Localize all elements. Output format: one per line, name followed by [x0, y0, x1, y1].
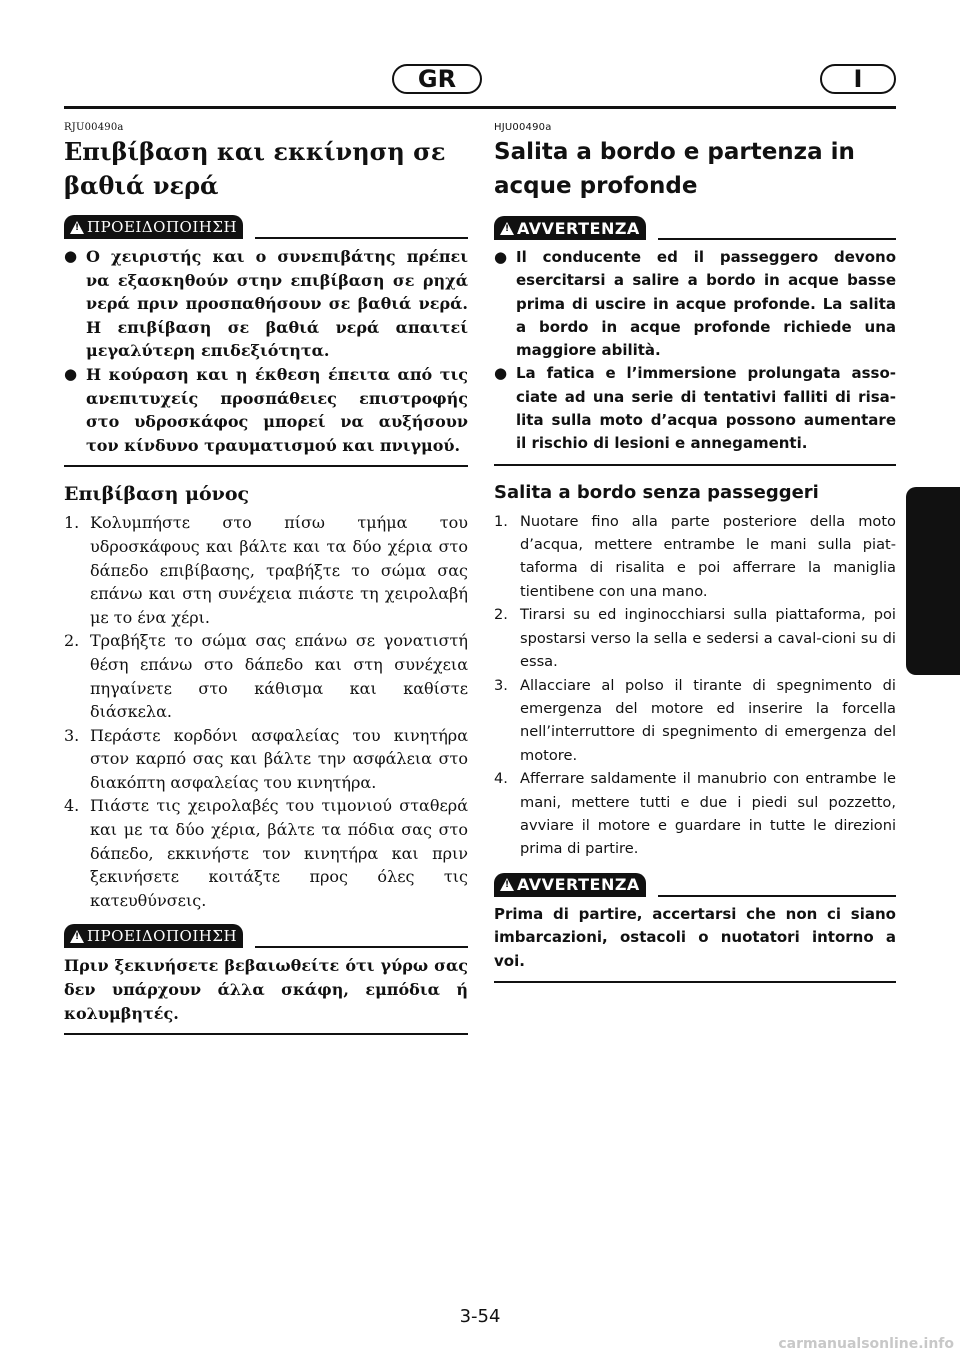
warning-label: ΠΡΟΕΙΔΟΠΟΙΗΣΗ: [87, 218, 238, 236]
step-item: [64, 724, 468, 795]
step-text: Afferrare saldamente il manubrio con entrambe le mani, mettere tutti e due i piedi sul pozzetto, avviare il motore e guardare in tutte le direzioni prima di partire.: [520, 770, 896, 858]
section-thumb-tab: [906, 487, 960, 675]
step-item: [64, 511, 468, 629]
warning-label: ΠΡΟΕΙΔΟΠΟΙΗΣΗ: [87, 927, 238, 946]
header-rule: [64, 106, 896, 109]
step-item: [64, 794, 468, 912]
warning-badge: [494, 216, 646, 240]
warning-header-rule: [658, 238, 896, 240]
warning-end-rule: [64, 1033, 468, 1035]
step-item: [494, 603, 896, 673]
section-code: RJU00490a: [64, 122, 124, 133]
step-text: Tirarsi su ed inginocchiarsi sulla piattaforma, poi spostarsi verso la sella e sedersi a caval-cioni su di essa.: [520, 606, 896, 671]
warning-text: Πριν ξεκινήσετε βεβαιωθείτε ότι γύρω σας δεν υπάρχουν άλλα σκάφη, εμπόδια ή κολυμβητές.: [64, 956, 468, 1023]
warning-end-rule: [64, 465, 468, 467]
step-text: Τραβήξτε το σώμα σας επάνω σε γονατιστή θέση επάνω στο δάπεδο και στη συνέχεια πηγαίνετε στο κάθισμα και καθίστε διάσκελα.: [90, 631, 468, 722]
step-number: 4.: [64, 796, 80, 816]
step-text: Περάστε κορδόνι ασφαλείας του κινητήρα στον καρπό σας και βάλτε την ασφάλεια στο διακόπτη ασφαλείας του κινητήρα.: [90, 725, 468, 792]
step-text: Allacciare al polso il tirante di spegnimento di emergenza del motore ed inserire la forcella nell’interruttore di spegnimento di emergenza del motore.: [520, 676, 896, 764]
warning-label: AVVERTENZA: [517, 875, 640, 895]
subheading: Salita a bordo senza passeggeri: [494, 481, 819, 503]
step-text: Nuotare fino alla parte posteriore della moto d’acqua, mettere entrambe le mani sulla piat-taforma di risalita e poi afferrare la maniglia tientibene con una mano.: [520, 512, 896, 600]
section-title: Salita a bordo e partenza in acque profonde: [494, 139, 855, 199]
warning-item: ● La fatica e l’immersione prolungata asso-ciate ad una serie di tentativi falliti di risa-lita sulla moto d’acqua possono aumentare il rischio di lesioni e annegamenti.: [494, 362, 896, 455]
greek-column: [64, 122, 468, 1035]
step-number: 1.: [494, 512, 508, 530]
step-number: 3.: [494, 676, 508, 694]
watermark: carmanualsonline.info: [778, 1336, 954, 1352]
warning-header: [494, 212, 896, 240]
warning-label: AVVERTENZA: [517, 218, 640, 238]
step-number: 4.: [494, 770, 508, 788]
step-item: [494, 510, 896, 604]
warning-header-rule: [255, 946, 468, 948]
warning-item: ● Η κούραση και η έκθεση έπειτα από τις ανεπιτυχείς προσπάθειες επιστροφής στο υδροσκάφος μπορεί να αυξήσουν τον κίνδυνο τραυματισμού και πνιγμού.: [64, 363, 468, 457]
warning-header-rule: [658, 895, 896, 897]
warning-header: [494, 869, 896, 897]
step-list: [494, 510, 896, 861]
step-number: 1.: [64, 513, 80, 533]
page-number: 3-54: [459, 1306, 501, 1327]
italian-column: [494, 122, 896, 983]
warning-end-rule: [494, 464, 896, 466]
warning-triangle-icon: !: [500, 222, 514, 235]
warning-header: [64, 211, 468, 239]
language-label-i: I: [820, 64, 896, 94]
step-item: [494, 767, 896, 861]
warning-list: [494, 246, 896, 456]
step-number: 3.: [64, 725, 80, 745]
language-label-gr: GR: [392, 64, 482, 94]
step-item: [494, 674, 896, 768]
step-text: Πιάστε τις χειρολαβές του τιμονιού σταθερά και με τα δύο χέρια, βάλτε τα πόδια σας στο δάπεδο, εκκινήστε τον κινητήρα και πριν ξεκινήσετε κοιτάξτε προς όλες τις κατευθύνσεις.: [90, 796, 468, 910]
subheading: Επιβίβαση μόνος: [64, 483, 250, 506]
warning-badge: [64, 215, 243, 239]
warning-list: [64, 245, 468, 457]
warning-end-rule: [494, 981, 896, 983]
warning-badge: [64, 924, 243, 948]
warning-header-rule: [255, 237, 468, 239]
warning-text: Prima di partire, accertarsi che non ci siano imbarcazioni, ostacoli o nuotatori intorno a voi.: [494, 904, 896, 970]
section-title: Επιβίβαση και εκκίνηση σε βαθιά νερά: [64, 137, 446, 200]
warning-triangle-icon: !: [70, 930, 84, 943]
step-number: 2.: [494, 606, 508, 624]
step-number: 2.: [64, 631, 80, 651]
warning-header: [64, 920, 468, 948]
warning-triangle-icon: !: [70, 221, 84, 234]
warning-triangle-icon: !: [500, 878, 514, 891]
warning-badge: [494, 873, 646, 897]
step-item: [64, 629, 468, 723]
warning-item: ● Il conducente ed il passeggero devono esercitarsi a salire a bordo in acque basse prima di uscire in acque profonde. La salita a bordo in acque profonde richiede una maggiore abilità.: [494, 246, 896, 362]
step-list: [64, 511, 468, 912]
warning-item: ● Ο χειριστής και ο συνεπιβάτης πρέπει να εξασκηθούν στην επιβίβαση σε ρηχά νερά πριν προσπαθήσουν σε βαθιά νερά. Η επιβίβαση σε βαθιά νερά απαιτεί μεγαλύτερη επιδεξιότητα.: [64, 245, 468, 363]
step-text: Κολυμπήστε στο πίσω τμήμα του υδροσκάφους και βάλτε και τα δύο χέρια στο δάπεδο επιβίβασης, τραβήξτε το σώμα σας επάνω και στη συνέχεια πιάστε τη χειρολαβή με το ένα χέρι.: [90, 513, 468, 627]
section-code: HJU00490a: [494, 122, 552, 133]
